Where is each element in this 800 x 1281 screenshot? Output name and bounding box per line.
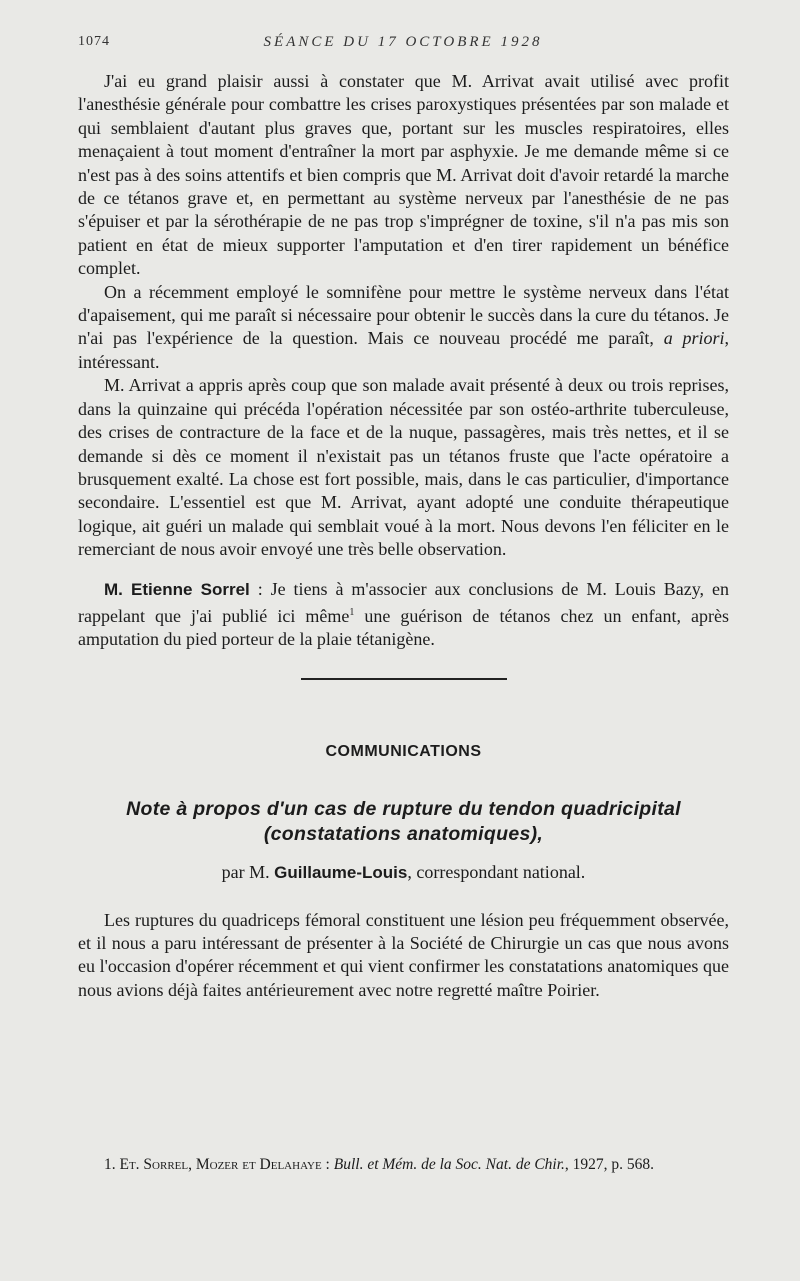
- page-number: 1074: [78, 34, 110, 49]
- byline-suffix: , correspondant national.: [407, 862, 586, 883]
- page-header: [78, 34, 728, 58]
- footnote-separator: :: [321, 1156, 334, 1173]
- section-divider: [301, 678, 507, 680]
- article-intro: Les ruptures du quadriceps fémoral constituent une lésion peu fréquemment observée, et il nous a paru intéressant de présenter à la Société de Chirurgie un cas que nous avons eu l'occasion d'opérer récemment et qui vient confirmer les constatations anatomiques que nous avions déjà faites antérieurement avec notre regretté maître Poirier.: [78, 909, 729, 1000]
- a-priori-italic: a priori: [663, 328, 725, 349]
- paragraph-sorrel: [78, 578, 729, 652]
- sorrel-text-before: : Je tiens à m'associer aux conclusions de M. Louis Bazy, en rappelant que j'ai publié ici même: [78, 578, 729, 626]
- footnote-details: , 1927, p. 568.: [564, 1156, 655, 1173]
- footnote-mark: 1.: [104, 1156, 116, 1173]
- footnote-source: Bull. et Mém. de la Soc. Nat. de Chir.: [333, 1156, 565, 1173]
- paragraph-somnifene: [78, 281, 729, 375]
- sorrel-text-after: une guérison de tétanos chez un enfant, après amputation du pied porteur de la plaie tétanigène.: [78, 605, 730, 650]
- body-text: [78, 70, 729, 1002]
- section-heading: COMMUNICATIONS: [325, 742, 482, 760]
- article-byline: [78, 861, 729, 884]
- paragraph-somnifene-end: , intéressant.: [78, 328, 729, 372]
- footnote-reference: 1: [349, 606, 355, 618]
- footnote: [78, 1156, 738, 1174]
- article-title: [78, 797, 729, 847]
- speaker-name: M. Etienne Sorrel: [104, 579, 250, 599]
- author-name: Guillaume-Louis: [274, 863, 408, 883]
- paragraph-anesthesia: J'ai eu grand plaisir aussi à constater que M. Arrivat avait utilisé avec profit l'anesthésie générale pour combattre les crises paroxystiques présentées par son malade et qui semblaient d'autant plus graves que, portant sur les muscles respiratoires, elles menaçaient à tout moment d'entraîner la mort par asphyxie. Je me demande même si ce n'est pas à des soins attentifs et bien compris que M. Arrivat doit d'avoir retardé la marche de ce tétanos grave et, en permettant au système nerveux par l'anesthésie de ne pas s'épuiser et par la sérothérapie de ne pas trop s'imprégner de toxine, s'il n'a pas mis son patient en état de mieux supporter l'amputation et d'en tirer rapidement un bénéfice complet.: [78, 71, 729, 279]
- running-title: SÉANCE DU 17 OCTOBRE 1928: [263, 34, 543, 50]
- byline-prefix: par M.: [221, 862, 275, 883]
- paragraph-arrivat: M. Arrivat a appris après coup que son malade avait présenté à deux ou trois reprises, dans la quinzaine qui précéda l'opération nécessitée par son ostéo-arthrite tuberculeuse, des crises de contracture de la face et de la nuque, passagères, mais très nettes, et il se demande si dès ce moment il n'existait pas un tétanos fruste que l'acte opératoire a brusquement exalté. La chose est fort possible, mais, dans le cas particulier, d'importance secondaire. L'essentiel est que M. Arrivat, ayant adopté une conduite thérapeutique logique, ait guéri un malade qui semblait voué à la mort. Nous devons l'en féliciter en le remerciant de nous avoir envoyé une très belle observation.: [78, 375, 729, 560]
- article-title-line-1: Note à propos d'un cas de rupture du tendon quadricipital: [126, 798, 681, 821]
- article-title-line-2: (constatations anatomiques),: [263, 823, 544, 846]
- paragraph-somnifene-text: On a récemment employé le somnifène pour mettre le système nerveux dans l'état d'apaisement, qui me paraît si nécessaire pour obtenir le succès dans la cure du tétanos. Je n'ai pas l'expérience de la question. Mais ce nouveau procédé me paraît,: [78, 281, 729, 349]
- footnote-authors: Et. Sorrel, Mozer et Delahaye: [119, 1156, 322, 1173]
